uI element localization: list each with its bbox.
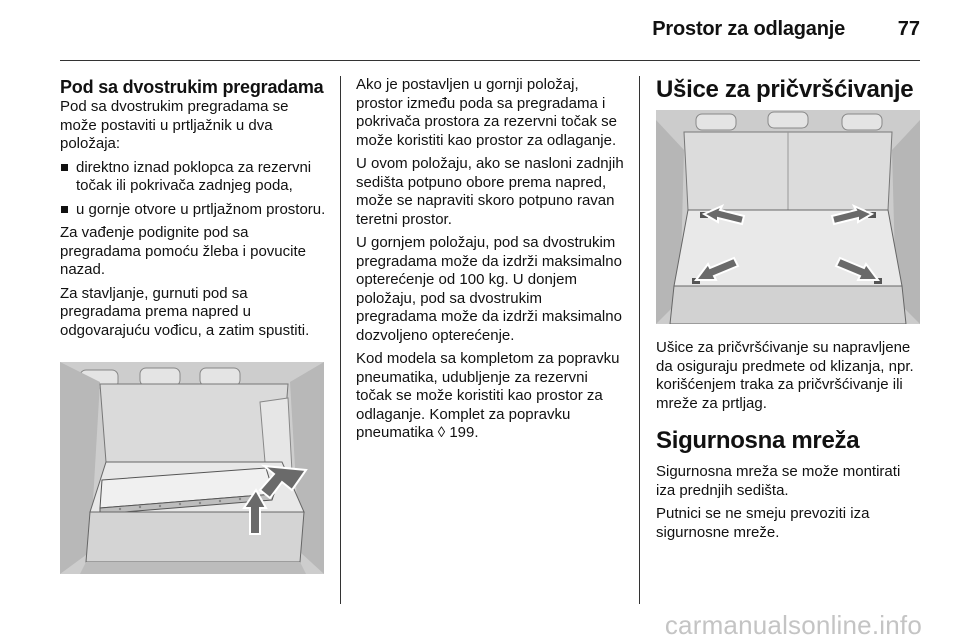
safety-net-warning-paragraph: Putnici se ne smeju prevoziti iza sigurnosne mreže.: [656, 505, 870, 541]
page-reference-link[interactable]: 199.: [449, 424, 479, 441]
left-column: [60, 76, 328, 345]
safety-net-paragraph: Sigurnosna mreža se može montirati iza prednjih sedišta.: [656, 463, 901, 499]
section-heading-lashing-eyes: Ušice za pričvršćivanje: [656, 76, 914, 103]
bullet-text: u gornje otvore u prtljažnom prostoru.: [76, 200, 326, 218]
section-heading-double-floor: Pod sa dvostrukim pregradama: [60, 77, 324, 97]
lashing-eyes-figure: [656, 110, 920, 324]
flat-load-paragraph: U ovom položaju, ako se nasloni zadnjih sedišta potpuno obore prema napred, može se napraviti skoro potpuno ravan teretni prostor.: [356, 155, 624, 228]
insert-paragraph: Za stavljanje, gurnuti pod sa pregradama prema napred u odgovarajuću vođicu, a zatim spustiti.: [60, 284, 310, 339]
bullet-item: [60, 159, 328, 196]
repair-kit-paragraph: Kod modela sa kompletom za popravku pneumatika, udubljenje za rezervni točak se može koristiti kao prostor za odlaganje. Komplet za popravku pneumatika ◊ 199.: [356, 350, 620, 441]
header-rule: [60, 60, 920, 61]
page-reference-icon: ◊: [437, 424, 446, 441]
bullet-square-icon: [61, 164, 68, 171]
column-divider-right: [639, 76, 640, 604]
right-column-lower: [656, 339, 922, 547]
remove-paragraph: Za vađenje podignite pod sa pregradama pomoću žleba i povucite nazad.: [60, 224, 306, 278]
load-limit-paragraph: U gornjem položaju, pod sa dvostrukim pregradama može da izdrži maksimalno opterećenje od 100 kg. U donjem položaju, pod sa dvostrukim pregradama može da izdrži maksimalno dozvoljeno opterećenje.: [356, 234, 622, 344]
header-title: Prostor za odlaganje: [652, 18, 845, 40]
page-header: [0, 0, 960, 62]
trunk-floor-figure: [60, 362, 324, 574]
watermark-logo: carmanualsonline.info: [664, 610, 922, 640]
section-heading-safety-net: Sigurnosna mreža: [656, 427, 860, 454]
column-divider-left: [340, 76, 341, 604]
upper-position-paragraph: Ako je postavljen u gornji položaj, prostor između poda sa pregradama i pokrivača prostora za rezervni točak se može koristiti kao prostor za odlaganje.: [356, 76, 617, 149]
page-number: 77: [897, 18, 920, 40]
bullet-square-icon: [61, 206, 68, 213]
lashing-eyes-paragraph: Ušice za pričvršćivanje su napravljene da osiguraju predmete od klizanja, npr. korišćenjem traka za pričvršćivanje ili mreže za prtljag.: [656, 339, 914, 412]
intro-paragraph: Pod sa dvostrukim pregradama se može postaviti u prtljažnik u dva položaja:: [60, 98, 289, 152]
right-column: [656, 76, 922, 112]
bullet-item: [60, 201, 328, 220]
bullet-text: direktno iznad poklopca za rezervni točak ili pokrivača zadnjeg poda,: [76, 158, 312, 194]
middle-column: [356, 76, 626, 448]
